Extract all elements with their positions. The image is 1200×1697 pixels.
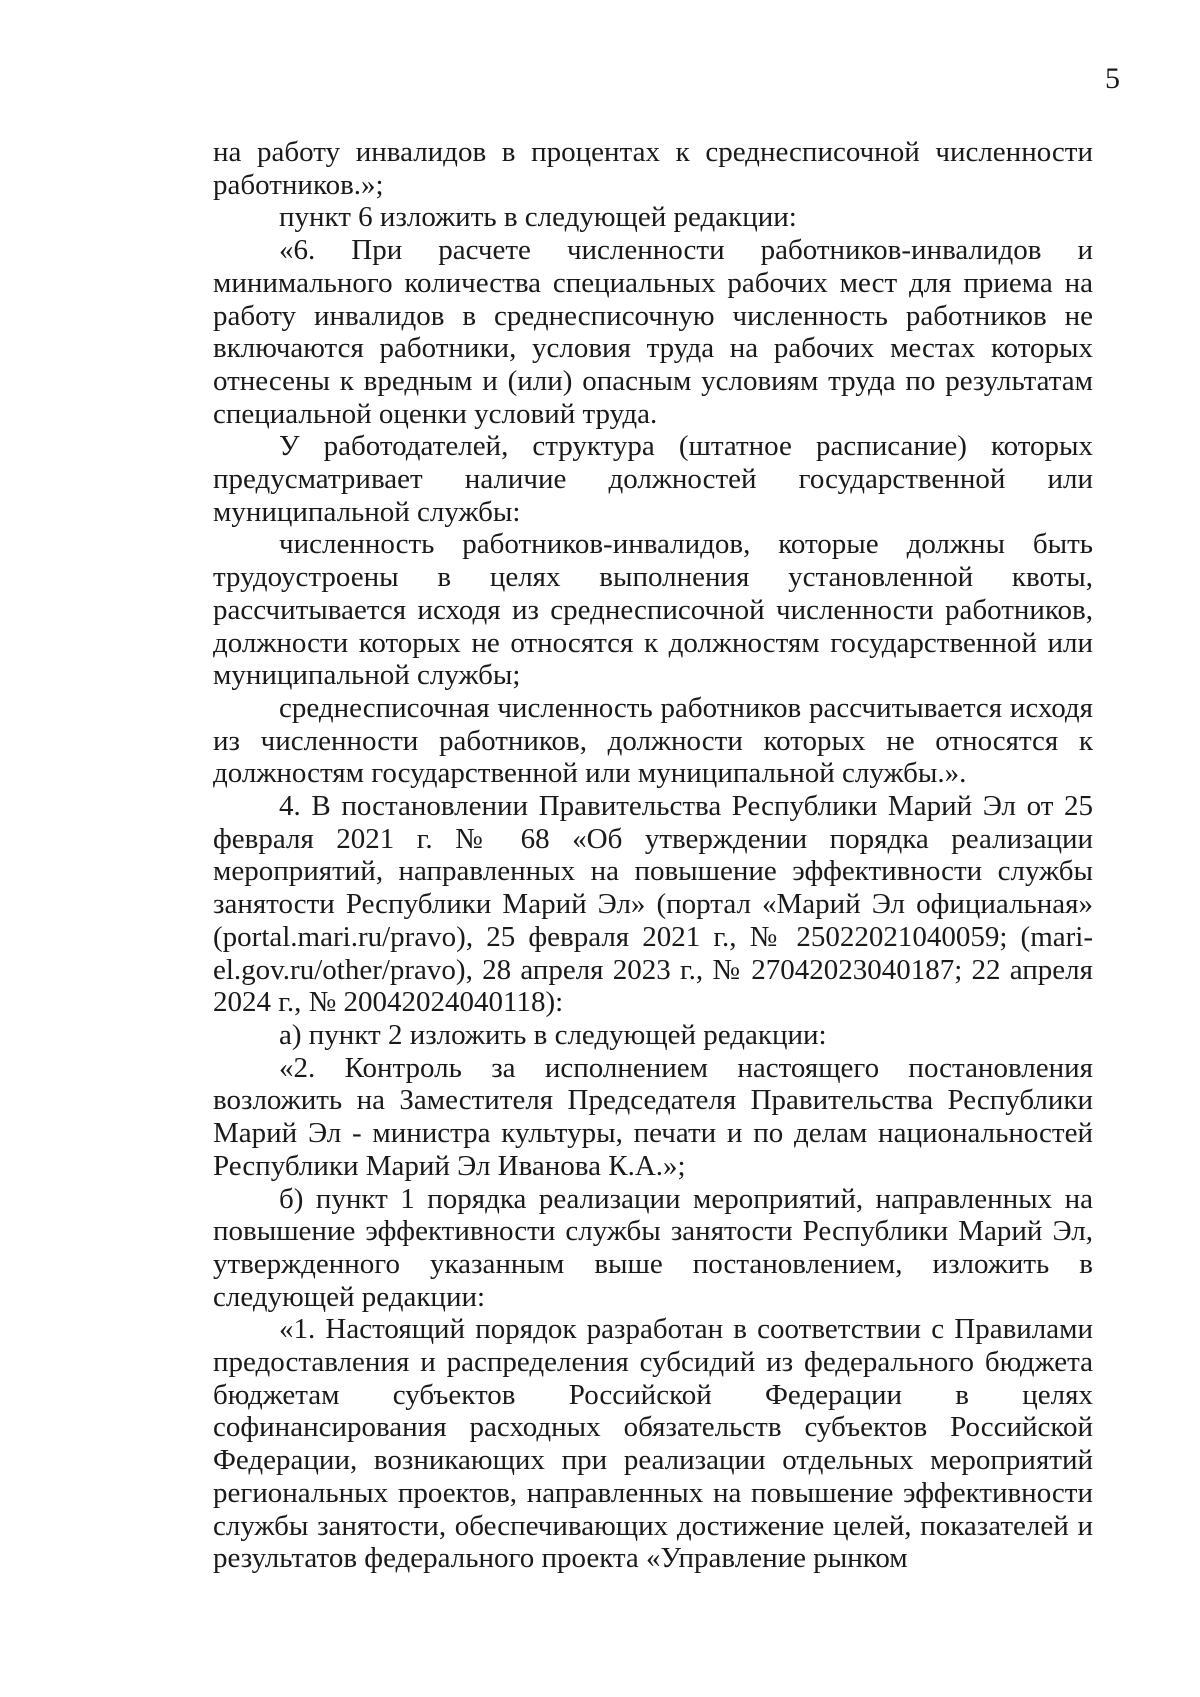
paragraph-subitem-a-text: «2. Контроль за исполнением настоящего постановления возложить на Заместителя Председателя Правительства Республики Марий Эл - министра культуры, печати и по делам национальностей Республики Марий Эл Иванова К.А.»; [213, 1051, 1093, 1182]
paragraph-item-4-decree: 4. В постановлении Правительства Республики Марий Эл от 25 февраля 2021 г. № 68 «Об утверждении порядка реализации мероприятий, направленных на повышение эффективности службы занятости Республики Марий Эл» (портал «Марий Эл официальная» (portal.mari.ru/pravo), 25 февраля 2021 г., № 25022021040059; (mari-el.gov.ru/other/pravo), 28 апреля 2023 г., № 27042023040187; 22 апреля 2024 г., № 20042024040118): [213, 790, 1093, 1019]
paragraph-employers-civil-service: У работодателей, структура (штатное расписание) которых предусматривает наличие должностей государственной или муниципальной службы: [213, 430, 1093, 528]
paragraph-point-6-text: «6. При расчете численности работников-инвалидов и минимального количества специальных рабочих мест для приема на работу инвалидов в среднесписочную численность работников не включаются работники, условия труда на рабочих местах которых отнесены к вредным и (или) опасным условиям труда по результатам специальной оценки условий труда. [213, 234, 1093, 430]
paragraph-subitem-a-intro: а) пункт 2 изложить в следующей редакции: [279, 1018, 827, 1051]
document-body [213, 136, 1093, 1575]
paragraph-quota-percent-end: на работу инвалидов в процентах к среднесписочной численности работников.»; [213, 136, 1093, 201]
page-number: 5 [1105, 62, 1120, 95]
paragraph-average-headcount: среднесписочная численность работников рассчитывается исходя из численности работников, должности которых не относятся к должностям государственной или муниципальной службы.». [213, 691, 1093, 790]
paragraph-subitem-b-intro: б) пункт 1 порядка реализации мероприятий, направленных на повышение эффективности службы занятости Республики Марий Эл, утвержденного указанным выше постановлением, изложить в следующей редакции: [213, 1182, 1093, 1313]
paragraph-disabled-workers-count: численность работников-инвалидов, которые должны быть трудоустроены в целях выполнения установленной квоты, рассчитывается исходя из среднесписочной численности работников, должности которых не относятся к должностям государственной или муниципальной службы; [213, 528, 1093, 692]
paragraph-point-6-intro: пункт 6 изложить в следующей редакции: [279, 201, 797, 234]
paragraph-subitem-b-text: «1. Настоящий порядок разработан в соответствии с Правилами предоставления и распределения субсидий из федерального бюджета бюджетам субъектов Российской Федерации в целях софинансирования расходных обязательств субъектов Российской Федерации, возникающих при реализации отдельных мероприятий региональных проектов, направленных на повышение эффективности службы занятости, обеспечивающих достижение целей, показателей и результатов федерального проекта «Управление рынком [213, 1313, 1093, 1575]
